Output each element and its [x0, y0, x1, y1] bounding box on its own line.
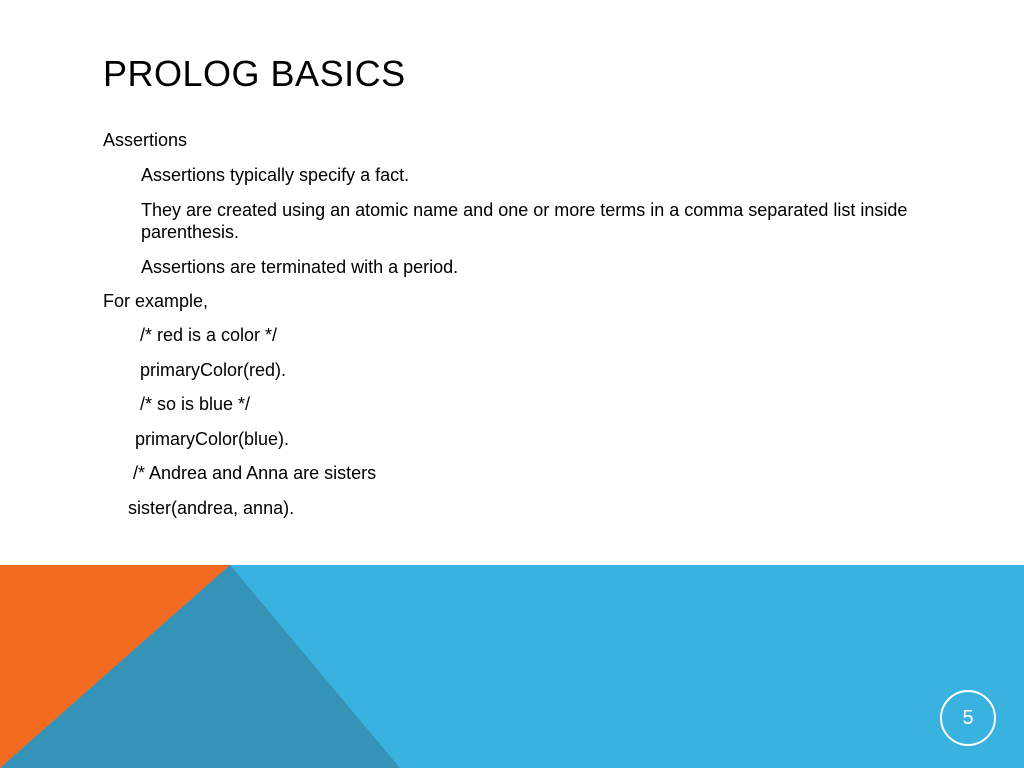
body-line-assertions-heading: Assertions: [103, 130, 188, 150]
footer-decoration: [0, 565, 1024, 768]
slide-title: PROLOG BASICS: [103, 53, 406, 94]
footer-shapes: [0, 565, 1024, 768]
code-line-sister: sister(andrea, anna).: [128, 498, 295, 518]
body-line-atomic-name: They are created using an atomic name and one or more terms in a comma separated list inside parenthesis.: [141, 200, 908, 242]
code-line-comment-red: /* red is a color */: [140, 325, 278, 345]
code-line-comment-blue: /* so is blue */: [140, 394, 251, 414]
code-line-primary-blue: primaryColor(blue).: [135, 429, 290, 449]
code-line-comment-sisters: /* Andrea and Anna are sisters: [133, 463, 377, 483]
body-line-fact: Assertions typically specify a fact.: [141, 165, 410, 185]
body-line-period: Assertions are terminated with a period.: [141, 257, 459, 277]
page-number-badge: 5: [940, 690, 996, 746]
code-line-primary-red: primaryColor(red).: [140, 360, 287, 380]
body-line-for-example: For example,: [103, 291, 209, 311]
